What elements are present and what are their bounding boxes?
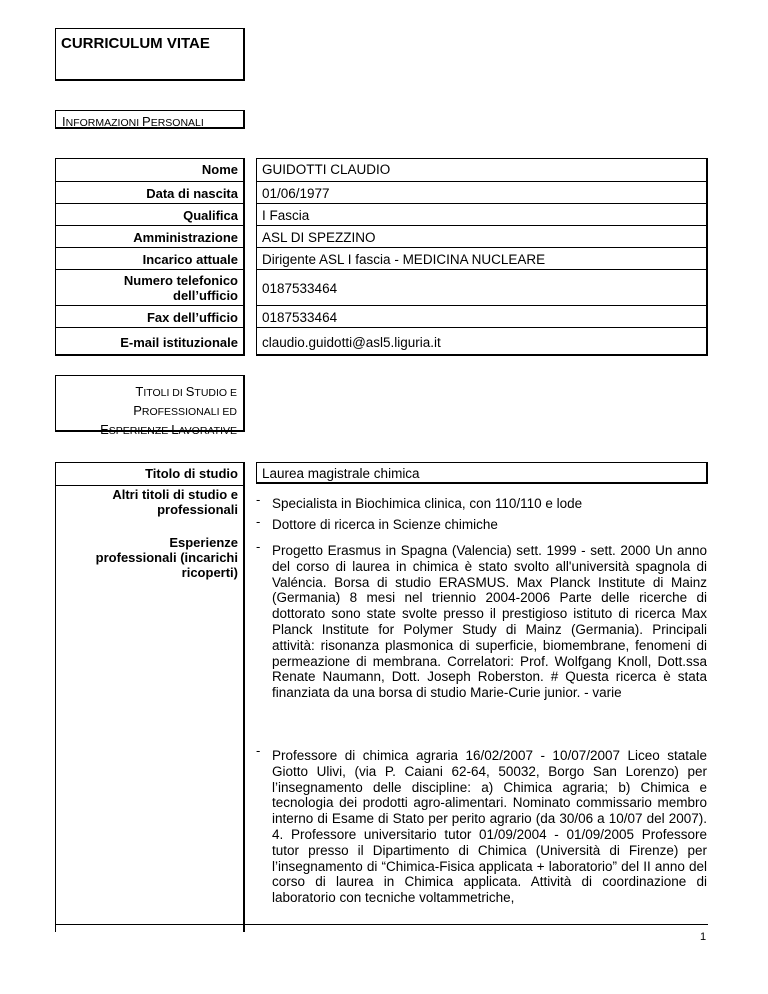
value-titolo-studio: Laurea magistrale chimica xyxy=(256,462,708,484)
value-amministrazione: ASL DI SPEZZINO xyxy=(257,225,706,248)
label-amministrazione: Amministrazione xyxy=(56,225,243,248)
page-number: 1 xyxy=(700,931,707,943)
footer-divider xyxy=(55,924,708,925)
label-esperienze-professionali: Esperienze professionali (incarichi ricoperti) xyxy=(95,535,238,580)
studies-labels xyxy=(55,462,245,932)
label-altri-titoli: Altri titoli di studio e professionali xyxy=(56,485,243,517)
personal-info-labels xyxy=(55,158,245,356)
personal-info-values xyxy=(256,158,708,356)
label-incarico-attuale: Incarico attuale xyxy=(56,247,243,270)
list-item-altri-1: - Dottore di ricerca in Scienze chimiche xyxy=(256,514,498,532)
label-titolo-studio: Titolo di studio xyxy=(145,466,238,481)
section-heading-personal-info: INFORMAZIONI PERSONALI xyxy=(55,110,245,129)
cv-title-box xyxy=(55,28,245,81)
value-numero-telefonico: 0187533464 xyxy=(257,269,706,306)
value-qualifica: I Fascia xyxy=(257,203,706,226)
list-item-altri-0: - Specialista in Biochimica clinica, con 110/110 e lode xyxy=(256,492,583,511)
value-email: claudio.guidotti@asl5.liguria.it xyxy=(257,327,706,356)
studies-values: Laurea magistrale chimica - Specialista in Biochimica clinica, con 110/110 e lode - Dottore di ricerca in Scienze chimiche - Progetto Erasmus in Spagna (Valencia) sett. 1999 - sett. 2000 Un anno del corso di laurea in chimica è stato svolto all'università spagnola di Valéncia. Borsa di studio ERASMUS. Max Planck Institute di Mainz (Germania) 8 mesi nel triennio 2004-2006 Parte delle ricerche di dottorato sono state svolte presso il prestigioso istituto di ricerca Max Planck Institute for Polymer Study di Mainz (Germania). Principali attività: risonanza plasmonica di superficie, biomembrane, fenomeni di permeazione di membrana. Correlatori: Prof. Wolfgang Knoll, Dott.ssa Renate Naumann, Dott. Joseph Roberston. # Questa ricerca è stata finanziata da una borsa di studio Marie-Curie junior. - varie - Professore di chimica agraria 16/02/2007 - 10/07/2007 Liceo statale Giotto Ulivi, (via P. Caiani 62-64, 50032, Borgo San Lorenzo) per l’insegnamento delle discipline: a) Chimica agraria; b) Chimica e tecnologia dei prodotti agro-alimentari. Nominato commissario membro interno di Esame di Stato per perito agrario (da 30/06 a 10/07 del 2007). 4. Professore universitario tutor 01/09/2004 - 01/09/2005 Professore tutor presso il Dipartimento di Chimica (Università di Firenze) per l’insegnamento di “Chimica-Fisica applicata + laboratorio” del II anno del corso di laurea in Chimica applicata. Attività di coordinazione di laboratorio con tecniche voltammetriche, xyxy=(256,462,708,932)
label-fax: Fax dell’ufficio xyxy=(56,305,243,328)
label-nome: Nome xyxy=(201,162,238,177)
section-heading-studies-experience: TITOLI DI STUDIO E PROFESSIONALI ED ESPERIENZE LAVORATIVE xyxy=(55,375,245,432)
label-email: E-mail istituzionale xyxy=(56,327,243,356)
label-qualifica: Qualifica xyxy=(56,203,243,226)
value-data-nascita: 01/06/1977 xyxy=(257,181,706,204)
label-data-nascita: Data di nascita xyxy=(56,181,243,204)
label-numero-telefonico: Numero telefonico dell’ufficio xyxy=(56,269,243,306)
value-nome: GUIDOTTI CLAUDIO xyxy=(262,162,391,177)
page-title: CURRICULUM VITAE xyxy=(61,35,210,52)
value-fax: 0187533464 xyxy=(257,305,706,328)
value-incarico-attuale: Dirigente ASL I fascia - MEDICINA NUCLEARE xyxy=(257,247,706,270)
